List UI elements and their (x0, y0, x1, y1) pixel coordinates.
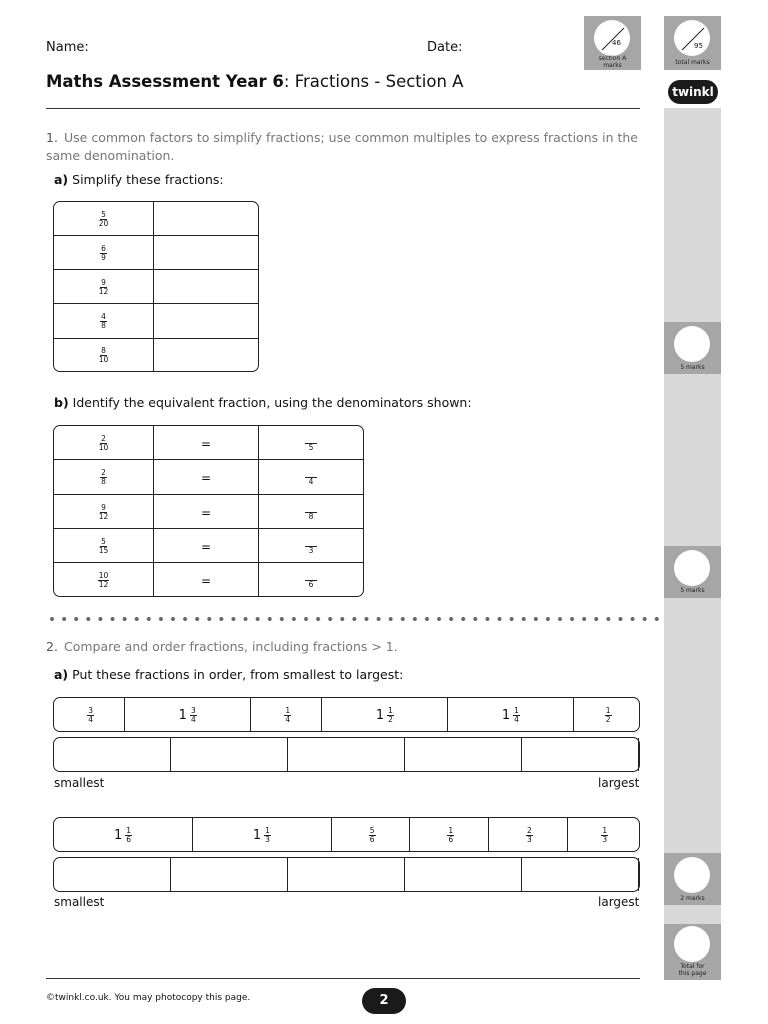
table-row (54, 738, 639, 771)
table-row (54, 236, 258, 270)
table-row (54, 270, 258, 304)
fraction-cell (54, 698, 125, 731)
answer-cell[interactable] (405, 738, 522, 771)
fraction (99, 538, 109, 555)
equals-cell (154, 426, 259, 460)
fraction (264, 827, 271, 844)
equals-sign: = (200, 437, 212, 452)
fraction-cell (574, 698, 639, 731)
fraction (284, 707, 291, 724)
fraction-cell (54, 495, 154, 529)
answer-cell[interactable] (154, 270, 258, 304)
table-row (54, 818, 639, 851)
whole-number: 1 (178, 708, 187, 723)
table-row (54, 304, 258, 338)
denominator: 10 (98, 443, 109, 453)
fraction-cell (568, 818, 639, 851)
q1a-heading (54, 172, 224, 187)
fraction (87, 707, 94, 724)
fraction-cell (448, 698, 574, 731)
fraction-cell (489, 818, 568, 851)
order-answer-row-1 (53, 737, 640, 772)
q1a-label: a) (54, 172, 69, 187)
answer-cell[interactable] (522, 738, 639, 771)
denominator: 12 (98, 580, 109, 590)
denominator: 6 (448, 835, 454, 844)
numerator: 10 (98, 571, 109, 581)
answer-cell[interactable] (54, 738, 171, 771)
numerator: 2 (101, 434, 106, 444)
numerator: 1 (265, 826, 270, 835)
marks-sidebar (664, 108, 721, 980)
numerator: 8 (101, 346, 106, 356)
total-marks-box (664, 16, 721, 70)
largest-label: largest (598, 776, 640, 790)
fraction-cell (54, 339, 154, 371)
fraction (190, 707, 197, 724)
slash-icon (674, 20, 710, 56)
section-marks-value: 46 (612, 39, 621, 47)
question-1-number: 1. (46, 130, 58, 145)
fraction-cell (54, 426, 154, 460)
target-denominator: 3 (308, 546, 314, 556)
page-number: 2 (379, 993, 389, 1008)
whole-number: 1 (501, 708, 511, 723)
marks-label: 2 marks (680, 895, 705, 902)
largest-label: largest (598, 895, 640, 909)
fraction (605, 707, 612, 724)
fraction-cell (54, 529, 154, 563)
target-denominator: 8 (308, 511, 314, 521)
total-marks-value: 95 (694, 42, 703, 50)
order-fractions-row-1 (53, 697, 640, 732)
fraction-cell (54, 270, 154, 304)
marks-box-1 (664, 322, 721, 374)
answer-cell[interactable] (154, 304, 258, 338)
fraction (447, 827, 454, 844)
answer-cell[interactable] (259, 563, 363, 596)
page-number-badge (362, 988, 406, 1014)
denominator: 4 (285, 715, 291, 724)
denominator: 3 (526, 835, 532, 844)
marks-circle (674, 857, 710, 893)
denominator: 8 (101, 321, 106, 331)
numerator: 3 (88, 706, 93, 715)
answer-cell[interactable] (259, 495, 363, 529)
fraction-cell (54, 818, 193, 851)
equals-cell (154, 495, 259, 529)
denominator: 6 (126, 835, 131, 844)
total-page-label: Total for this page (678, 963, 707, 977)
fraction-cell (410, 818, 489, 851)
marks-label: 5 marks (680, 587, 705, 594)
denominator: 20 (98, 219, 109, 229)
denominator: 3 (602, 835, 608, 844)
denominator: 9 (101, 253, 106, 263)
dotted-separator (46, 616, 662, 622)
fraction (100, 313, 107, 330)
denominator: 2 (388, 715, 393, 724)
equals-cell (154, 529, 259, 563)
whole-number: 1 (113, 828, 123, 843)
footer-rule (46, 978, 640, 979)
table-row (54, 339, 258, 371)
numerator: 3 (190, 706, 196, 715)
question-1-text (46, 129, 641, 165)
numerator: 1 (605, 706, 611, 715)
question-1-instruction: Use common factors to simplify fractions; use common multiples to express fractions in the same denomination. (46, 130, 638, 163)
q2a-label: a) (54, 667, 69, 682)
fraction (100, 469, 107, 486)
fraction (99, 504, 109, 521)
q2a-heading (54, 667, 403, 682)
equivalent-table (53, 425, 364, 597)
equals-cell (154, 563, 259, 596)
table-row (54, 858, 639, 891)
blank-fraction (305, 435, 317, 452)
whole-number: 1 (375, 708, 385, 723)
denominator: 4 (514, 715, 519, 724)
q1b-heading (54, 395, 472, 410)
table-row (54, 495, 363, 529)
numerator: 1 (388, 706, 393, 715)
simplify-table (53, 201, 259, 372)
equals-sign: = (200, 574, 212, 589)
name-label: Name: (46, 40, 89, 55)
blank-fraction (305, 538, 317, 555)
equals-sign: = (200, 540, 212, 555)
answer-cell[interactable] (522, 858, 639, 891)
answer-cell[interactable] (154, 236, 258, 270)
marks-box-2 (664, 546, 721, 598)
whole-number: 1 (252, 828, 262, 843)
equals-sign: = (200, 471, 212, 486)
fraction (369, 827, 376, 844)
table-row (54, 563, 363, 596)
table-row (54, 529, 363, 563)
marks-circle (674, 926, 710, 962)
q1b-text: Identify the equivalent fraction, using the denominators shown: (72, 395, 472, 410)
fraction (99, 347, 109, 364)
denominator: 4 (88, 715, 93, 724)
answer-cell[interactable] (288, 738, 405, 771)
total-page-box (664, 924, 721, 980)
total-marks-label: total marks (675, 59, 710, 66)
page-title (46, 72, 463, 91)
numerator: 9 (101, 502, 106, 512)
fraction-cell (54, 202, 154, 236)
numerator: 4 (101, 312, 106, 322)
numerator: 6 (101, 244, 106, 254)
equals-sign: = (200, 505, 212, 520)
numerator: 1 (602, 826, 608, 835)
numerator: 2 (101, 468, 106, 478)
numerator: 1 (514, 706, 519, 715)
blank-fraction (305, 572, 317, 589)
marks-circle (674, 326, 710, 362)
fraction (99, 435, 109, 452)
title-bold: Maths Assessment Year 6 (46, 72, 284, 91)
copyright-text: ©twinkl.co.uk. You may photocopy this page. (46, 993, 251, 1003)
fraction-cell (54, 236, 154, 270)
numerator: 2 (526, 826, 532, 835)
denominator: 2 (605, 715, 611, 724)
question-2-text (46, 639, 641, 654)
fraction (100, 245, 107, 262)
q1b-label: b) (54, 395, 69, 410)
answer-cell[interactable] (171, 738, 288, 771)
fraction-cell (193, 818, 332, 851)
section-marks-box (584, 16, 641, 70)
numerator: 1 (126, 826, 131, 835)
numerator: 5 (369, 826, 375, 835)
marks-box-3 (664, 853, 721, 905)
fraction (387, 707, 394, 724)
numerator: 1 (285, 706, 291, 715)
denominator: 15 (98, 546, 109, 556)
numerator: 5 (101, 210, 106, 220)
fraction (601, 827, 608, 844)
denominator: 12 (98, 511, 109, 521)
numerator: 1 (448, 826, 454, 835)
order-answer-row-2 (53, 857, 640, 892)
numerator: 9 (101, 278, 106, 288)
smallest-label: smallest (54, 895, 105, 909)
marks-circle (674, 550, 710, 586)
denominator: 4 (190, 715, 196, 724)
fraction (99, 279, 109, 296)
fraction (526, 827, 533, 844)
denominator: 8 (101, 477, 106, 487)
question-2-number: 2. (46, 639, 58, 654)
answer-cell[interactable] (405, 858, 522, 891)
fraction (513, 707, 520, 724)
order-fractions-row-2 (53, 817, 640, 852)
denominator: 6 (369, 835, 375, 844)
blank-fraction (305, 504, 317, 521)
date-label: Date: (427, 40, 463, 55)
fraction-cell (54, 563, 154, 596)
fraction-cell (322, 698, 448, 731)
q2a-text: Put these fractions in order, from smallest to largest: (72, 667, 404, 682)
numerator: 5 (101, 537, 106, 547)
smallest-label: smallest (54, 776, 105, 790)
equals-cell (154, 460, 259, 494)
answer-cell[interactable] (259, 460, 363, 494)
fraction (98, 572, 110, 589)
table-row (54, 460, 363, 494)
fraction (125, 827, 132, 844)
answer-cell[interactable] (259, 426, 363, 460)
fraction (99, 211, 109, 228)
title-rest: : Fractions - Section A (283, 72, 464, 91)
table-row (54, 202, 258, 236)
header-rule (46, 108, 640, 109)
twinkl-logo (668, 80, 718, 104)
answer-cell[interactable] (54, 858, 171, 891)
answer-cell[interactable] (154, 202, 258, 236)
question-2-instruction: Compare and order fractions, including fractions > 1. (64, 639, 398, 654)
fraction-cell (332, 818, 411, 851)
table-row (54, 426, 363, 460)
target-denominator: 5 (308, 443, 314, 453)
marks-label: 5 marks (680, 364, 705, 371)
target-denominator: 6 (308, 580, 314, 590)
fraction-cell (54, 460, 154, 494)
q1a-text: Simplify these fractions: (72, 172, 224, 187)
denominator: 3 (265, 835, 270, 844)
section-marks-label: section A marks (598, 55, 627, 69)
target-denominator: 4 (308, 477, 314, 487)
fraction-cell (125, 698, 251, 731)
fraction-cell (251, 698, 322, 731)
answer-cell[interactable] (154, 339, 258, 371)
answer-cell[interactable] (288, 858, 405, 891)
answer-cell[interactable] (171, 858, 288, 891)
answer-cell[interactable] (259, 529, 363, 563)
slash-icon (594, 20, 630, 56)
denominator: 12 (98, 287, 109, 297)
blank-fraction (305, 469, 317, 486)
table-row (54, 698, 639, 731)
logo-text: twinkl (672, 85, 714, 99)
fraction-cell (54, 304, 154, 338)
denominator: 10 (98, 355, 109, 365)
